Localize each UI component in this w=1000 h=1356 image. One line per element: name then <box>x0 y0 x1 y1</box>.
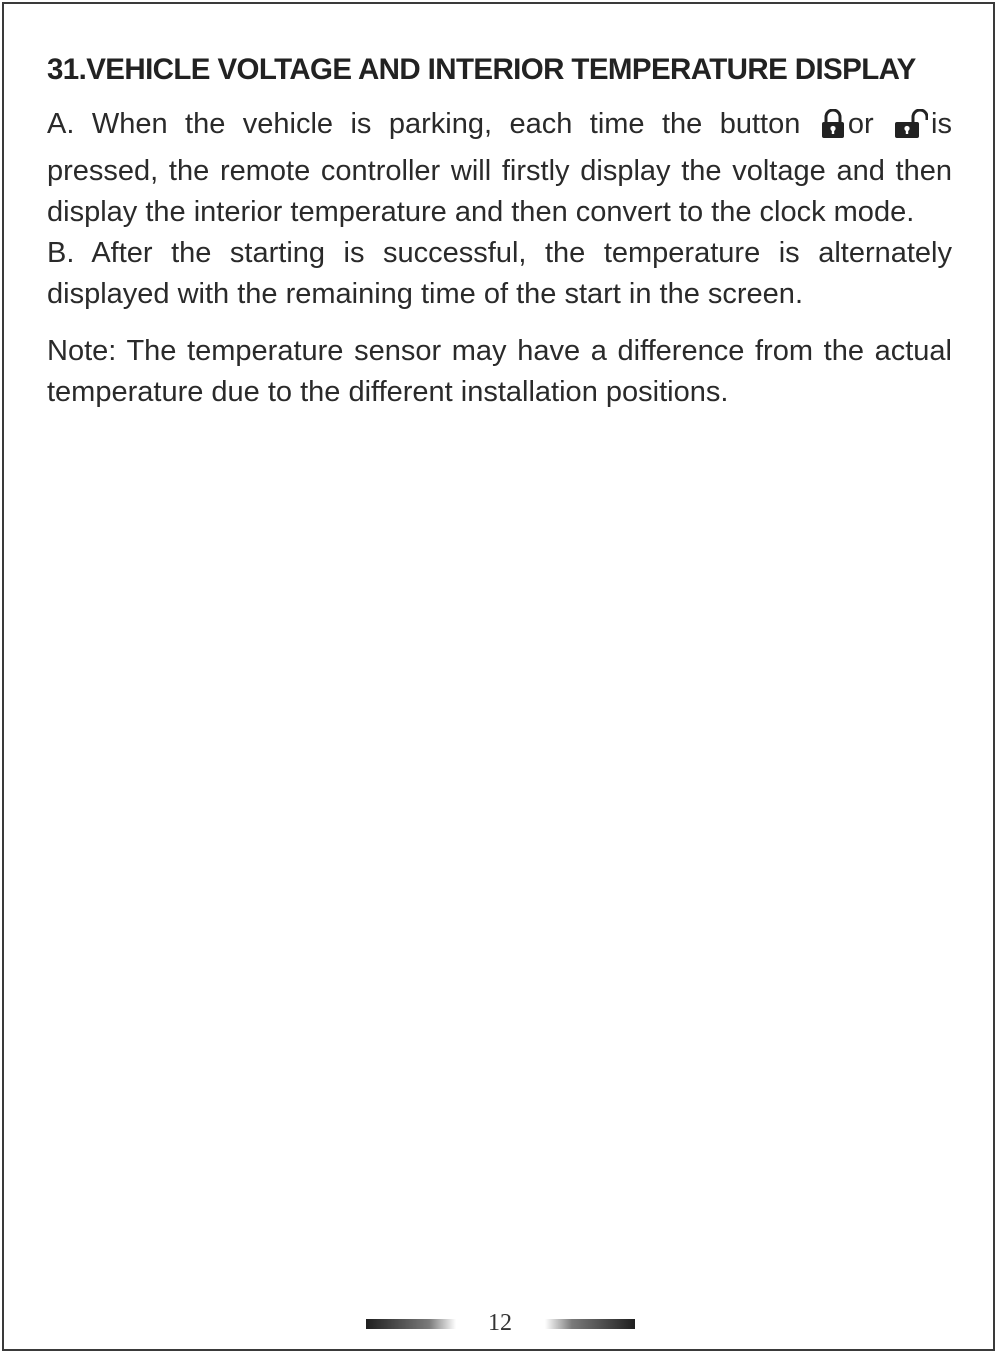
paragraph-a-rest: pressed, the remote controller will firstly display the voltage and then display the interior temperature and then convert to the clock mode. <box>47 155 952 228</box>
page-content <box>47 50 952 413</box>
footer-right-bar <box>545 1319 635 1329</box>
footer-left-bar <box>366 1319 456 1329</box>
note-paragraph: Note: The temperature sensor may have a difference from the actual temperature due to the different installation positions. <box>47 335 952 408</box>
unlock-icon <box>894 109 928 151</box>
page-footer <box>0 1310 1000 1340</box>
lock-icon <box>821 109 845 151</box>
paragraph-a <box>47 104 952 233</box>
page-number: 12 <box>488 1310 512 1336</box>
paragraph-a-text-start: A. When the vehicle is parking, each time the button <box>47 108 801 140</box>
paragraph-b: B. After the starting is successful, the temperature is alternately displayed with the remaining time of the start in the screen. <box>47 237 952 310</box>
paragraph-a-or: or <box>847 108 874 140</box>
section-title: 31.VEHICLE VOLTAGE AND INTERIOR TEMPERATURE DISPLAY <box>47 53 916 86</box>
paragraph-a-line-1 <box>47 104 952 151</box>
paragraph-a-text-end: is <box>931 108 952 140</box>
